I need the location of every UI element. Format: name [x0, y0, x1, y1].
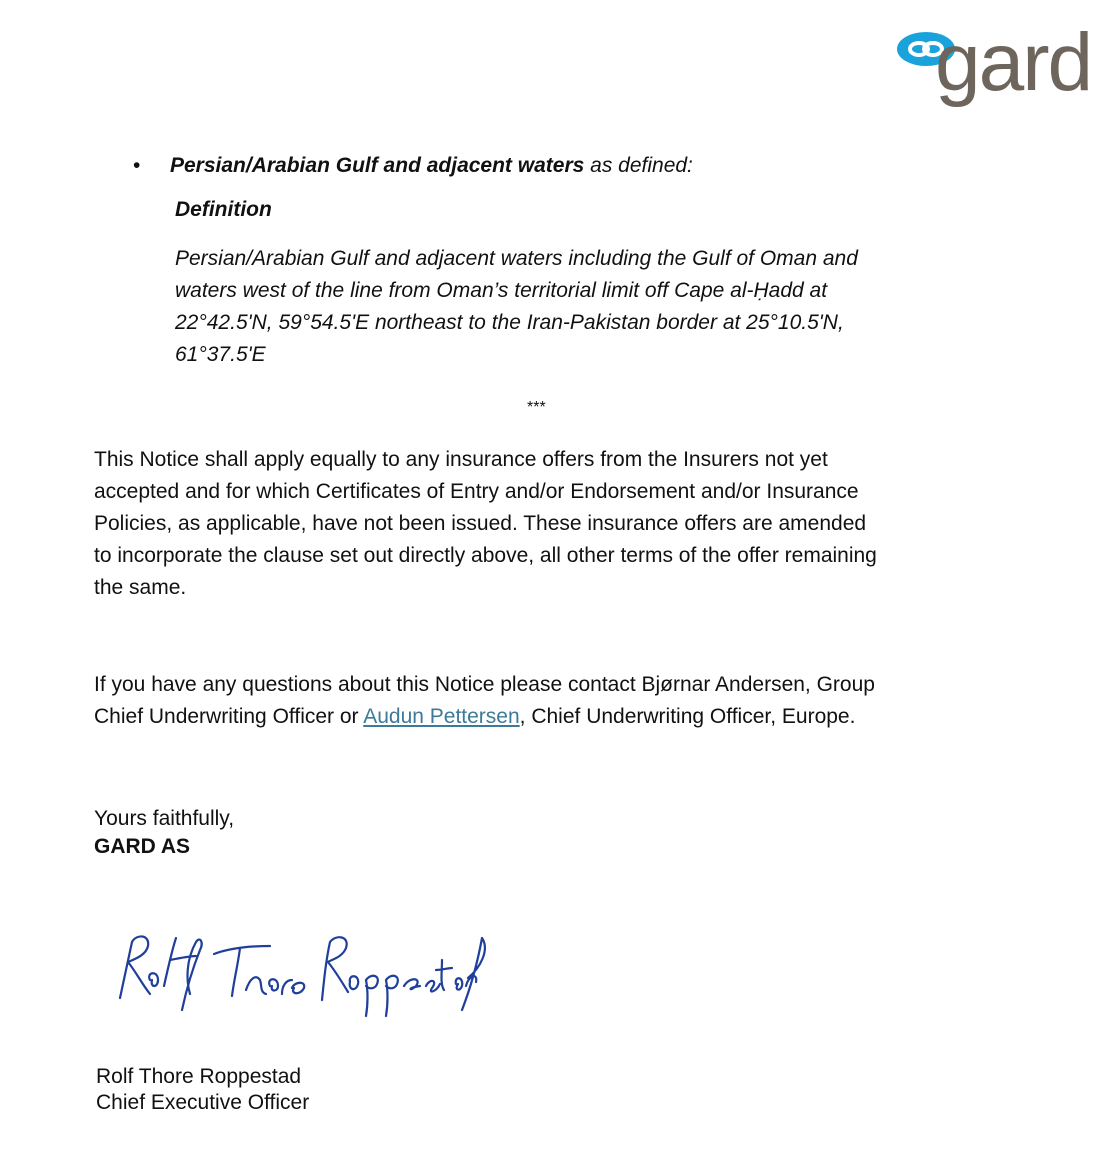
contact-paragraph [94, 669, 1034, 733]
section-separator: *** [527, 399, 546, 416]
bullet-heading [170, 152, 693, 180]
contact-text-after-link: , Chief Underwriting Officer, Europe. [519, 705, 856, 728]
definition-line: waters west of the line from Oman’s territorial limit off Cape al-Ḥadd at [175, 279, 828, 302]
contact-text-before-link: Chief Underwriting Officer or [94, 705, 364, 728]
definition-line: Persian/Arabian Gulf and adjacent waters including the Gulf of Oman and [175, 247, 858, 270]
bullet-marker: • [133, 154, 141, 177]
paragraph-line: accepted and for which Certificates of Entry and/or Endorsement and/or Insurance [94, 480, 859, 503]
paragraph-line: This Notice shall apply equally to any insurance offers from the Insurers not yet [94, 448, 828, 471]
signer-name: Rolf Thore Roppestad [96, 1065, 302, 1088]
definition-heading: Definition [175, 198, 272, 221]
paragraph-line: to incorporate the clause set out directly above, all other terms of the offer remaining [94, 544, 877, 567]
company-name: GARD AS [94, 835, 191, 858]
signer-title: Chief Executive Officer [96, 1091, 310, 1114]
paragraph-line [94, 701, 1034, 733]
definition-line: 61°37.5'E [175, 343, 266, 366]
definition-line: 22°42.5'N, 59°54.5'E northeast to the Iran-Pakistan border at 25°10.5'N, [175, 311, 844, 334]
gard-logo-text: gard [935, 17, 1092, 108]
definition-text [175, 243, 975, 371]
notice-paragraph [94, 444, 1034, 604]
bullet-title: Persian/Arabian Gulf and adjacent waters [170, 154, 585, 177]
handwritten-signature [110, 920, 500, 1020]
paragraph-line: If you have any questions about this Notice please contact Bjørnar Andersen, Group [94, 673, 875, 696]
paragraph-line: Policies, as applicable, have not been issued. These insurance offers are amended [94, 512, 867, 535]
closing-salutation: Yours faithfully, [94, 807, 235, 830]
paragraph-line: the same. [94, 576, 187, 599]
bullet-suffix: as defined: [584, 154, 693, 177]
contact-link-audun-pettersen[interactable]: Audun Pettersen [363, 705, 520, 728]
